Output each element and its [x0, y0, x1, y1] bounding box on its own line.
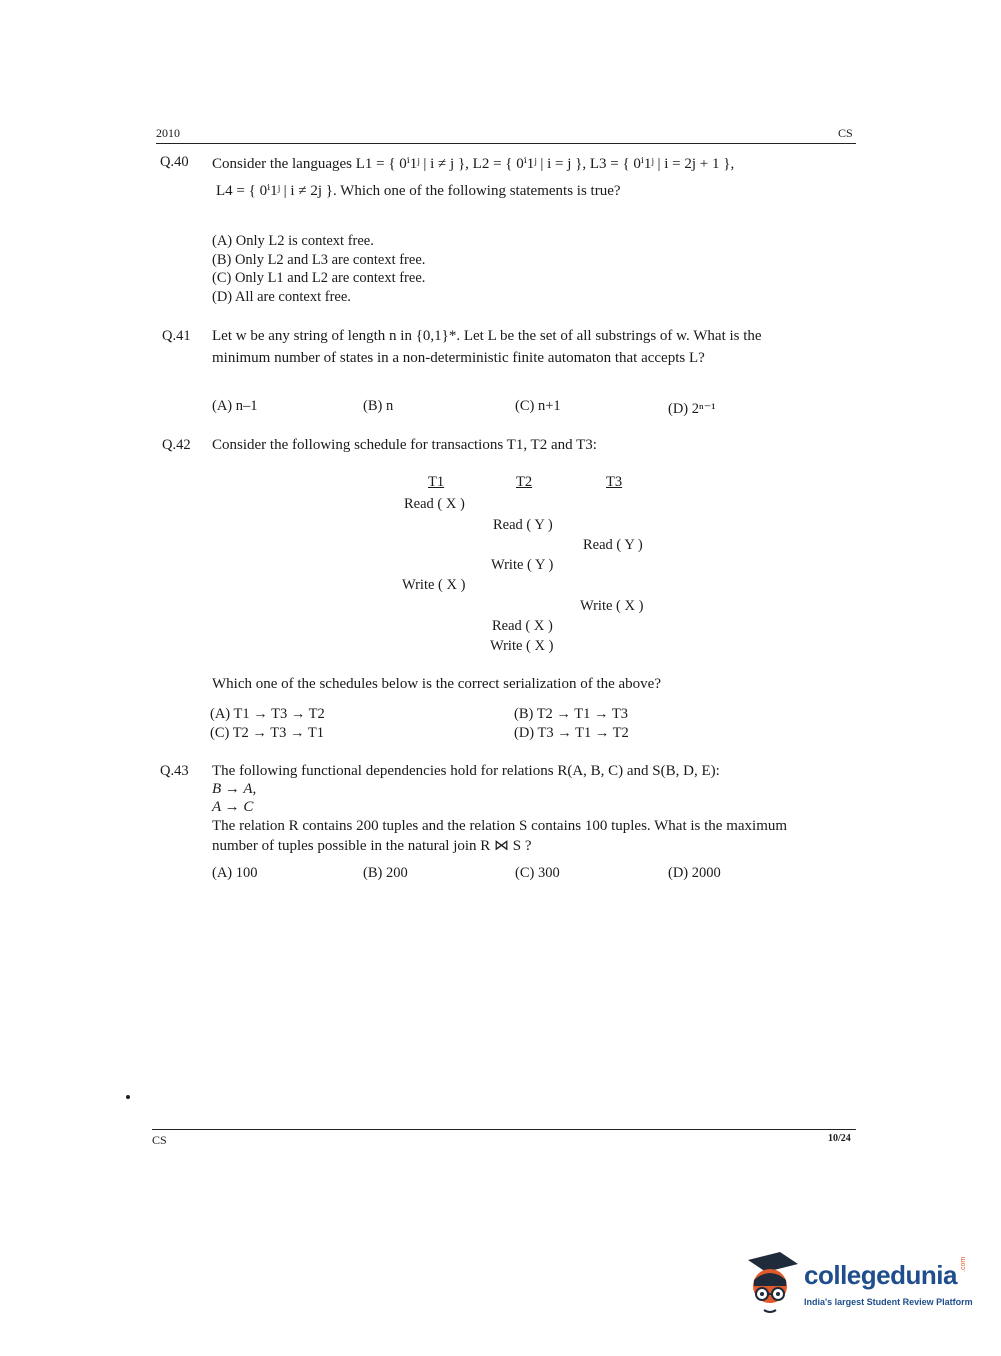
q41-option-c: (C) n+1	[515, 398, 561, 414]
q43-option-d: (D) 2000	[668, 865, 721, 881]
logo-suffix: .com	[960, 1256, 967, 1272]
q43-line3: number of tuples possible in the natural join R ⋈ S ?	[212, 838, 532, 854]
q41-line1: Let w be any string of length n in {0,1}*. Let L be the set of all substrings of w. What is the	[212, 328, 762, 344]
q41-option-a: (A) n–1	[212, 398, 258, 414]
q43-option-b: (B) 200	[363, 865, 408, 881]
q42-option-a: (A) T1 → T3 → T2	[210, 706, 325, 722]
header-rule	[156, 143, 856, 144]
q42-op-3: Read ( Y )	[583, 537, 643, 553]
q42-option-d: (D) T3 → T1 → T2	[514, 725, 629, 741]
footer-page: 10/24	[828, 1133, 851, 1144]
q42-op-2: Read ( Y )	[493, 517, 553, 533]
q40-number: Q.40	[160, 154, 189, 170]
q43-option-c: (C) 300	[515, 865, 560, 881]
collegedunia-logo	[742, 1250, 972, 1320]
footer-rule	[152, 1129, 856, 1130]
logo-name: collegedunia	[804, 1260, 957, 1290]
q42-option-c: (C) T2 → T3 → T1	[210, 725, 324, 741]
q42-op-6: Write ( X )	[580, 598, 644, 614]
q41-option-b: (B) n	[363, 398, 394, 414]
scan-speck	[126, 1095, 130, 1099]
q42-header-t3: T3	[606, 474, 623, 490]
q42-op-4: Write ( Y )	[491, 557, 554, 573]
q42-header-t2: T2	[516, 474, 533, 490]
logo-tagline: India's largest Student Review Platform	[804, 1297, 973, 1307]
q43-line1: The following functional dependencies hold for relations R(A, B, C) and S(B, D, E):	[212, 763, 720, 779]
footer-paper: CS	[152, 1133, 167, 1147]
q40-options	[212, 232, 425, 306]
q40-option-a: (A) Only L2 is context free.	[212, 233, 374, 249]
q41-option-d: (D) 2ⁿ⁻¹	[668, 401, 716, 417]
mascot-icon	[742, 1250, 802, 1320]
q43-line2: The relation R contains 200 tuples and the relation S contains 100 tuples. What is the maximum	[212, 818, 788, 834]
q43-fd1: B → A,	[212, 781, 257, 797]
q41-number: Q.41	[162, 328, 191, 344]
q40-option-b: (B) Only L2 and L3 are context free.	[212, 251, 426, 268]
q42-number: Q.42	[162, 437, 191, 453]
q42-question: Which one of the schedules below is the correct serialization of the above?	[212, 676, 661, 692]
q41-line2: minimum number of states in a non-deterministic finite automaton that accepts L?	[212, 350, 705, 366]
q42-op-1: Read ( X )	[404, 496, 465, 512]
q42-op-7: Read ( X )	[492, 618, 553, 634]
q42-option-b: (B) T2 → T1 → T3	[514, 706, 628, 722]
q40-line1: Consider the languages L1 = { 0ⁱ1ʲ | i ≠ j }, L2 = { 0ⁱ1ʲ | i = j }, L3 = { 0ⁱ1ʲ | i = 2j + 1 },	[212, 156, 735, 172]
q43-option-a: (A) 100	[212, 865, 258, 881]
header-paper: CS	[838, 126, 853, 140]
q42-op-8: Write ( X )	[490, 638, 554, 654]
q42-intro: Consider the following schedule for transactions T1, T2 and T3:	[212, 437, 597, 453]
q40-option-c: (C) Only L1 and L2 are context free.	[212, 270, 426, 286]
q40-option-d: (D) All are context free.	[212, 288, 351, 305]
q42-header-t1: T1	[428, 474, 445, 490]
q43-number: Q.43	[160, 763, 189, 779]
q40-line2: L4 = { 0ⁱ1ʲ | i ≠ 2j }. Which one of the following statements is true?	[216, 183, 621, 199]
q43-fd2: A → C	[212, 799, 254, 815]
header-year: 2010	[156, 126, 180, 140]
q42-op-5: Write ( X )	[402, 577, 466, 593]
